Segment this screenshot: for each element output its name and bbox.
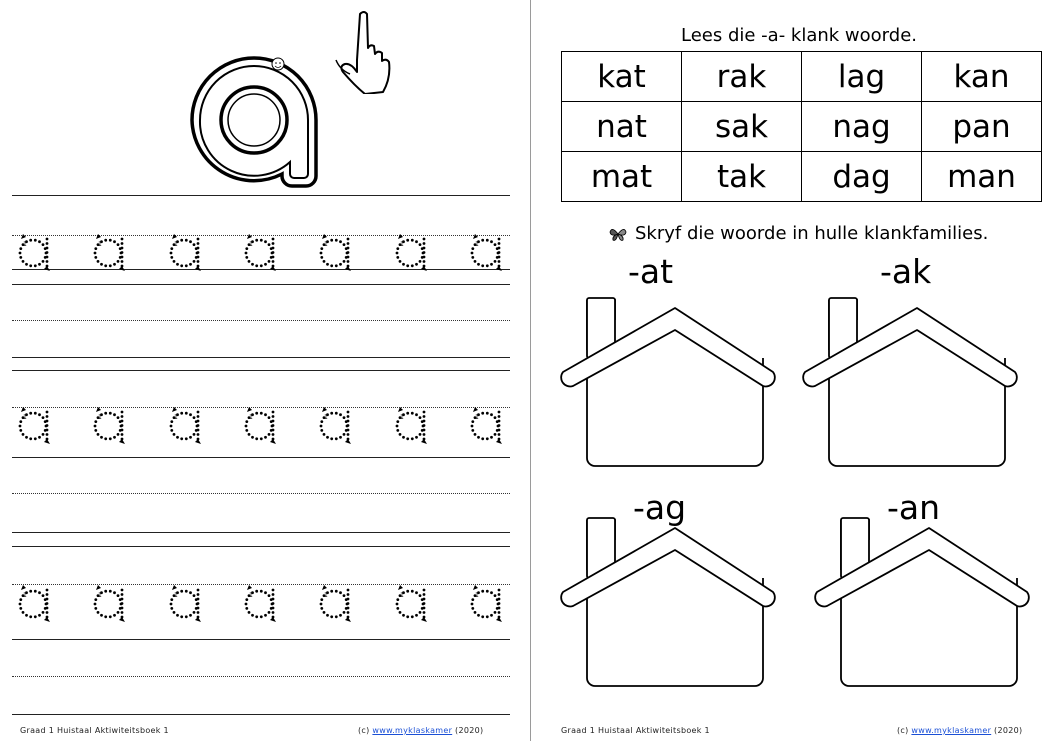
svg-text:1: 1 (248, 414, 253, 421)
footer-copyright: (c) (897, 726, 909, 735)
footer-book-title: Graad 1 Huistaal Aktiwiteitsboek 1 (20, 726, 169, 735)
dotted-letter-a (391, 404, 433, 446)
dotted-letter-a (315, 231, 357, 273)
pointing-hand-icon (330, 8, 402, 94)
trace-block-1 (12, 195, 510, 360)
svg-text:1: 1 (23, 592, 27, 599)
word-cell: rak (682, 52, 802, 102)
base-line-2 (12, 532, 510, 533)
dotted-letter-a (240, 404, 282, 446)
dotted-letter-a (14, 231, 56, 273)
dotted-letter-a (466, 404, 508, 446)
mid-dotted-line-2 (12, 493, 510, 494)
trace-letters-row-1 (12, 231, 510, 273)
svg-text:1: 1 (248, 592, 253, 599)
right-page (531, 0, 1060, 741)
svg-text:1: 1 (399, 592, 404, 599)
word-cell: pan (922, 102, 1042, 152)
family-label-ak: -ak (880, 252, 932, 291)
word-table (561, 51, 1042, 202)
dotted-letter-a (89, 404, 131, 446)
footer-year: (2020) (455, 726, 484, 735)
instruction-text: Skryf die woorde in hulle klankfamilies. (635, 223, 989, 244)
svg-text:1: 1 (23, 241, 27, 248)
svg-text:1: 1 (474, 414, 479, 421)
word-cell: mat (562, 152, 682, 202)
word-row (562, 152, 1042, 202)
top-line (12, 195, 510, 196)
svg-text:1: 1 (173, 241, 178, 248)
dotted-letter-a (89, 231, 131, 273)
word-cell: lag (802, 52, 922, 102)
house-ak (801, 280, 1029, 494)
outlined-letter-a (172, 28, 342, 198)
word-row (562, 102, 1042, 152)
word-cell: sak (682, 102, 802, 152)
dotted-letter-a (240, 231, 282, 273)
table-heading: Lees die -a- klank woorde. (681, 25, 917, 46)
dotted-letter-a (240, 582, 282, 624)
word-cell: kat (562, 52, 682, 102)
trace-block-2 (12, 370, 510, 535)
svg-text:1: 1 (324, 241, 329, 248)
family-label-an: -an (887, 488, 941, 527)
instruction (609, 223, 988, 244)
dotted-letter-a (165, 404, 207, 446)
svg-text:1: 1 (399, 241, 404, 248)
word-row (562, 52, 1042, 102)
footer-left (561, 726, 710, 735)
dotted-letter-a (466, 231, 508, 273)
svg-text:1: 1 (98, 414, 103, 421)
house-outline-icon (559, 280, 787, 494)
top-line (12, 370, 510, 371)
top-line-2 (12, 284, 510, 285)
footer-book-title: Graad 1 Huistaal Aktiwiteitsboek 1 (561, 726, 710, 735)
dotted-letter-a (391, 582, 433, 624)
dotted-letter-a (14, 582, 56, 624)
butterfly-bullet-icon (609, 226, 627, 242)
house-outline-icon (801, 280, 1029, 494)
footer-right (358, 726, 483, 735)
trace-block-3 (12, 546, 510, 716)
footer-website-link[interactable]: www.myklaskamer (911, 726, 992, 735)
base-line (12, 639, 510, 640)
word-cell: nat (562, 102, 682, 152)
svg-text:1: 1 (173, 414, 178, 421)
footer-right (897, 726, 1022, 735)
svg-text:1: 1 (23, 414, 27, 421)
word-cell: tak (682, 152, 802, 202)
dotted-letter-a (14, 404, 56, 446)
house-outline-icon (559, 500, 787, 714)
footer-left (20, 726, 169, 735)
smiley-icon (272, 58, 284, 70)
dotted-letter-a (315, 582, 357, 624)
svg-text:1: 1 (474, 241, 479, 248)
svg-text:1: 1 (324, 414, 329, 421)
word-cell: nag (802, 102, 922, 152)
svg-text:1: 1 (324, 592, 329, 599)
dotted-letter-a (315, 404, 357, 446)
family-label-at: -at (628, 252, 674, 291)
word-cell: man (922, 152, 1042, 202)
trace-letters-row-2 (12, 404, 510, 446)
base-line-2 (12, 357, 510, 358)
dotted-letter-a (89, 582, 131, 624)
svg-text:1: 1 (248, 241, 253, 248)
house-ag (559, 500, 787, 714)
svg-text:1: 1 (98, 241, 103, 248)
dotted-letter-a (391, 231, 433, 273)
mid-dotted-line-2 (12, 676, 510, 677)
footer-year: (2020) (994, 726, 1023, 735)
svg-text:1: 1 (399, 414, 404, 421)
dotted-letter-a (466, 582, 508, 624)
house-an (813, 500, 1041, 714)
word-cell: kan (922, 52, 1042, 102)
base-line (12, 457, 510, 458)
dotted-letter-a (165, 231, 207, 273)
family-label-ag: -ag (633, 488, 687, 527)
base-line-2 (12, 714, 510, 715)
footer-copyright: (c) (358, 726, 370, 735)
house-at (559, 280, 787, 494)
top-line (12, 546, 510, 547)
svg-text:1: 1 (474, 592, 479, 599)
trace-letters-row-3 (12, 582, 510, 624)
house-outline-icon (813, 500, 1041, 714)
dotted-letter-a (165, 582, 207, 624)
mid-dotted-line-2 (12, 320, 510, 321)
footer-website-link[interactable]: www.myklaskamer (372, 726, 453, 735)
svg-text:1: 1 (173, 592, 178, 599)
word-cell: dag (802, 152, 922, 202)
svg-text:1: 1 (98, 592, 103, 599)
